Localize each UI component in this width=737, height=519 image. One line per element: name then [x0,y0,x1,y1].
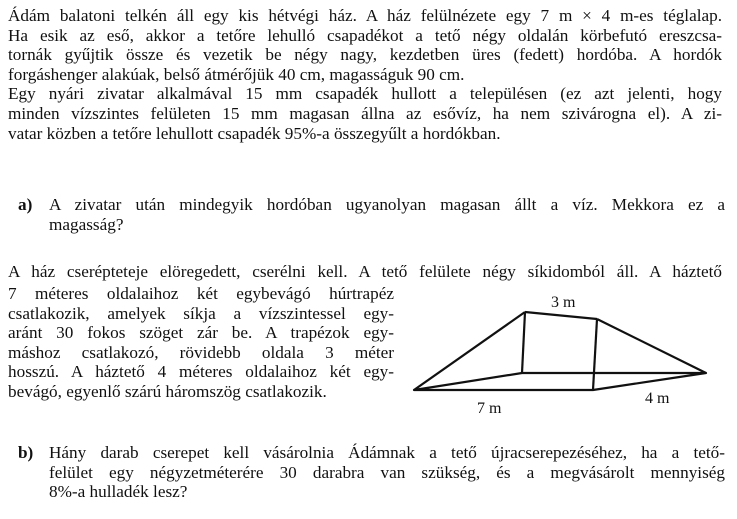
intro-line: minden vízszintes felületen 15 mm magasan állna az esővíz, ha nem szivárogna el). A zi- [8,103,722,123]
intro-line: Ádám balatoni telkén áll egy kis hétvégi ház. A ház felülnézete egy 7 m × 4 m-es téglalap. [8,6,722,25]
roof-line: 7 méteres oldalaihoz két egybevágó húrtrapéz [8,284,394,303]
question-b-line: 8%-a hulladék lesz? [49,482,188,502]
ridge-line [525,312,597,319]
question-b-text [49,443,725,502]
roof-line: hosszú. A háztető 4 méteres oldalaihoz két egy- [8,362,394,382]
hip-edge-front-left [414,312,525,390]
roof-base-outline [414,373,706,390]
question-b [8,443,725,503]
question-b-label: b) [18,443,34,462]
intro-line: Ha esik az eső, akkor a tetőre lehulló csapadékot a tető négy oldalán körbefutó ereszcsa- [8,25,722,45]
roof-line: A ház cserépteteje elöregedett, cserélni kell. A tető felülete négy síkidomból áll. A háztető [8,262,722,281]
roof-paragraph-first-line [8,262,722,282]
roof-line: csatlakozik, amelyek síkja a vízszintessel egy- [8,303,394,323]
question-b-line: Hány darab cserepet kell vásárolnia Ádámnak a tető újracserepezéséhez, ha a tető- [49,443,725,462]
question-b-line: felület egy négyzetméterére 30 darabra van szükség, és a megvásárolt mennyiség [49,462,725,482]
intro-line: vatar közben a tetőre lehullott csapadék 95%-a összegyűlt a hordókban. [8,123,501,143]
question-a-text [49,195,725,234]
roof-line: aránt 30 fokos szöget zár be. A trapézok egy- [8,323,394,343]
question-a-line: A zivatar után mindegyik hordóban ugyanolyan magasan állt a víz. Mekkora ez a [49,195,725,214]
long-side-length-label: 7 m [477,400,502,417]
roof-paragraph [8,284,394,402]
intro-line: Egy nyári zivatar alkalmával 15 mm csapadék hullott a településen (ez azt jelenti, hogy [8,84,722,104]
roof-line: máshoz csatlakozó, rövidebb oldala 3 méter [8,342,394,362]
question-a-label: a) [18,195,33,214]
ridge-length-label: 3 m [551,294,576,311]
question-a [8,195,725,235]
intro-paragraph [8,6,722,143]
hip-edge-back-left [522,312,525,373]
roof-line: bevágó, egyenlő szárú háromszög csatlakozik. [8,381,327,401]
question-a-line: magasság? [49,214,124,234]
intro-line: tornák gyűjtik össze és vezetik be négy nagy, kezdetben üres (fedett) hordóba. A hordók [8,45,722,65]
hip-edge-back-right [597,319,706,373]
hip-edge-front-right [593,319,597,390]
intro-line: forgáshenger alakúak, belső átmérőjük 40 cm, magasságuk 90 cm. [8,64,465,84]
short-side-length-label: 4 m [645,390,670,407]
